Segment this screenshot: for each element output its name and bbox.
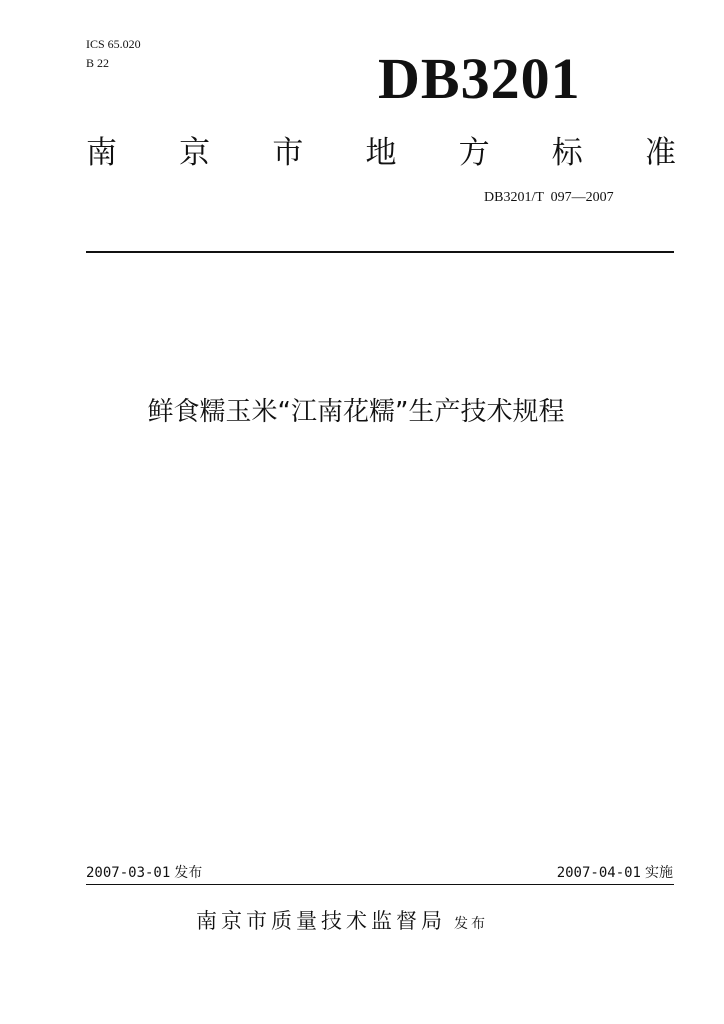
issuer-suffix: 发布	[454, 916, 488, 932]
issue-date-block	[86, 864, 202, 882]
standard-number: DB3201/T 097—2007	[484, 190, 614, 205]
issue-label: 发布	[174, 865, 203, 881]
implement-label: 实施	[645, 865, 673, 881]
standard-type-char: 方	[458, 135, 490, 171]
standard-type-char: 南	[86, 135, 117, 171]
ccs-code: B 22	[86, 56, 110, 70]
document-title: 鲜食糯玉米“江南花糯”生产技术规程	[147, 397, 565, 427]
standard-type-char: 准	[644, 135, 676, 171]
footer-divider	[86, 884, 674, 885]
standard-code-logo: DB3201	[378, 46, 581, 111]
standard-type-heading	[86, 131, 676, 175]
implement-date: 2007-04-01	[556, 865, 641, 881]
issuer-name: 南京市质量技术监督局	[196, 909, 446, 933]
issue-date: 2007-03-01	[86, 865, 171, 881]
standard-type-char: 京	[179, 135, 211, 171]
implement-date-block	[557, 864, 673, 882]
issuer-block	[196, 906, 488, 939]
standard-type-char: 市	[272, 135, 304, 171]
header-divider	[86, 251, 674, 253]
ics-code: ICS 65.020	[86, 37, 141, 51]
standard-type-char: 地	[365, 135, 397, 171]
standard-type-char: 标	[551, 135, 583, 171]
